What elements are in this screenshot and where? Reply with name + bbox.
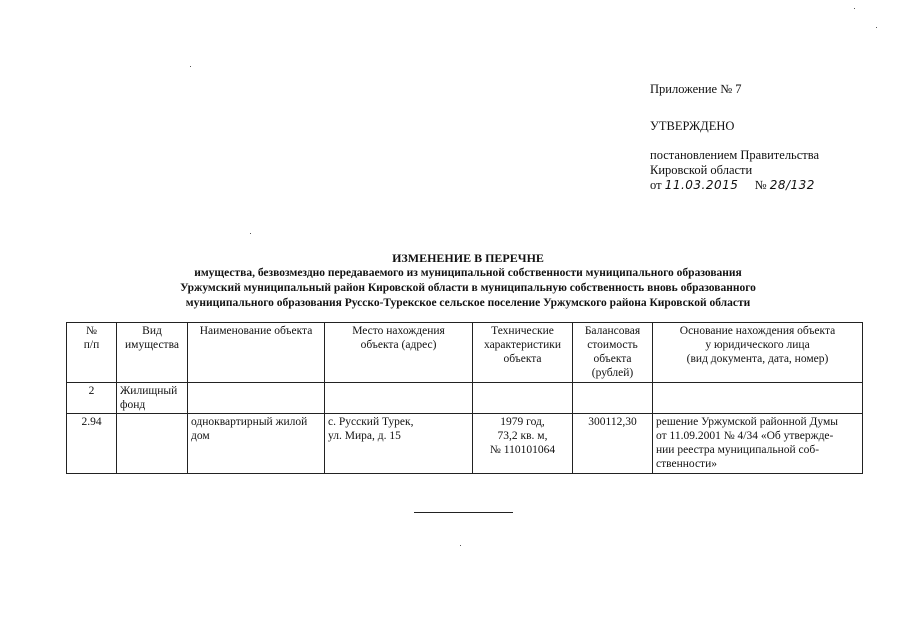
decree-line-2: Кировской области xyxy=(650,163,753,177)
date-value: 11.03.2015 xyxy=(664,178,739,192)
item-cost-cell: 300112,30 xyxy=(573,414,653,474)
header-num: № п/п xyxy=(67,323,117,383)
table-row-group xyxy=(67,383,863,414)
item-specs-cell: 1979 год, 73,2 кв. м, № 110101064 xyxy=(473,414,573,474)
title-line-3: муниципального образования Русско-Турекское сельское поселение Уржумского района Кировской области xyxy=(185,297,751,309)
header-address: Место нахождения объекта (адрес) xyxy=(325,323,473,383)
group-name-cell xyxy=(188,383,325,414)
scan-speck xyxy=(876,27,877,28)
table-header-row xyxy=(67,323,863,383)
group-num-cell: 2 xyxy=(67,383,117,414)
decree-line-1: постановлением Правительства xyxy=(650,148,820,162)
number-prefix: № xyxy=(754,178,767,192)
document-title xyxy=(118,251,818,311)
header-name: Наименование объекта xyxy=(188,323,325,383)
item-kind-cell xyxy=(117,414,188,474)
item-num-cell: 2.94 xyxy=(67,414,117,474)
title-line-2: Уржумский муниципальный район Кировской области в муниципальную собственность вновь образованного xyxy=(180,282,756,294)
appendix-label: Приложение № 7 xyxy=(650,82,742,96)
title-main: ИЗМЕНЕНИЕ В ПЕРЕЧНЕ xyxy=(392,251,544,265)
group-specs-cell xyxy=(473,383,573,414)
scan-speck xyxy=(854,8,855,9)
scan-speck xyxy=(460,545,461,546)
scan-speck xyxy=(250,233,251,234)
group-cost-cell xyxy=(573,383,653,414)
title-line-1: имущества, безвозмездно передаваемого из муниципальной собственности муниципального образования xyxy=(194,267,742,279)
group-address-cell xyxy=(325,383,473,414)
table-row-item xyxy=(67,414,863,474)
item-address-cell: с. Русский Турек, ул. Мира, д. 15 xyxy=(325,414,473,474)
closing-separator-line xyxy=(414,512,513,513)
date-prefix: от xyxy=(650,178,662,192)
scan-speck xyxy=(190,66,191,67)
group-basis-cell xyxy=(653,383,863,414)
header-specs: Технические характеристики объекта xyxy=(473,323,573,383)
item-name-cell: одноквартирный жилой дом xyxy=(188,414,325,474)
group-kind-cell: Жилищный фонд xyxy=(117,383,188,414)
decree-date-line xyxy=(650,178,815,193)
header-kind: Вид имущества xyxy=(117,323,188,383)
approved-stamp: УТВЕРЖДЕНО xyxy=(650,119,735,133)
item-basis-cell: решение Уржумской районной Думы от 11.09.2001 № 4/34 «Об утвержде- нии реестра муниципальной соб- ственности» xyxy=(653,414,863,474)
property-table xyxy=(66,322,863,474)
header-cost: Балансовая стоимость объекта (рублей) xyxy=(573,323,653,383)
number-value: 28/132 xyxy=(769,178,815,192)
header-basis: Основание нахождения объекта у юридического лица (вид документа, дата, номер) xyxy=(653,323,863,383)
